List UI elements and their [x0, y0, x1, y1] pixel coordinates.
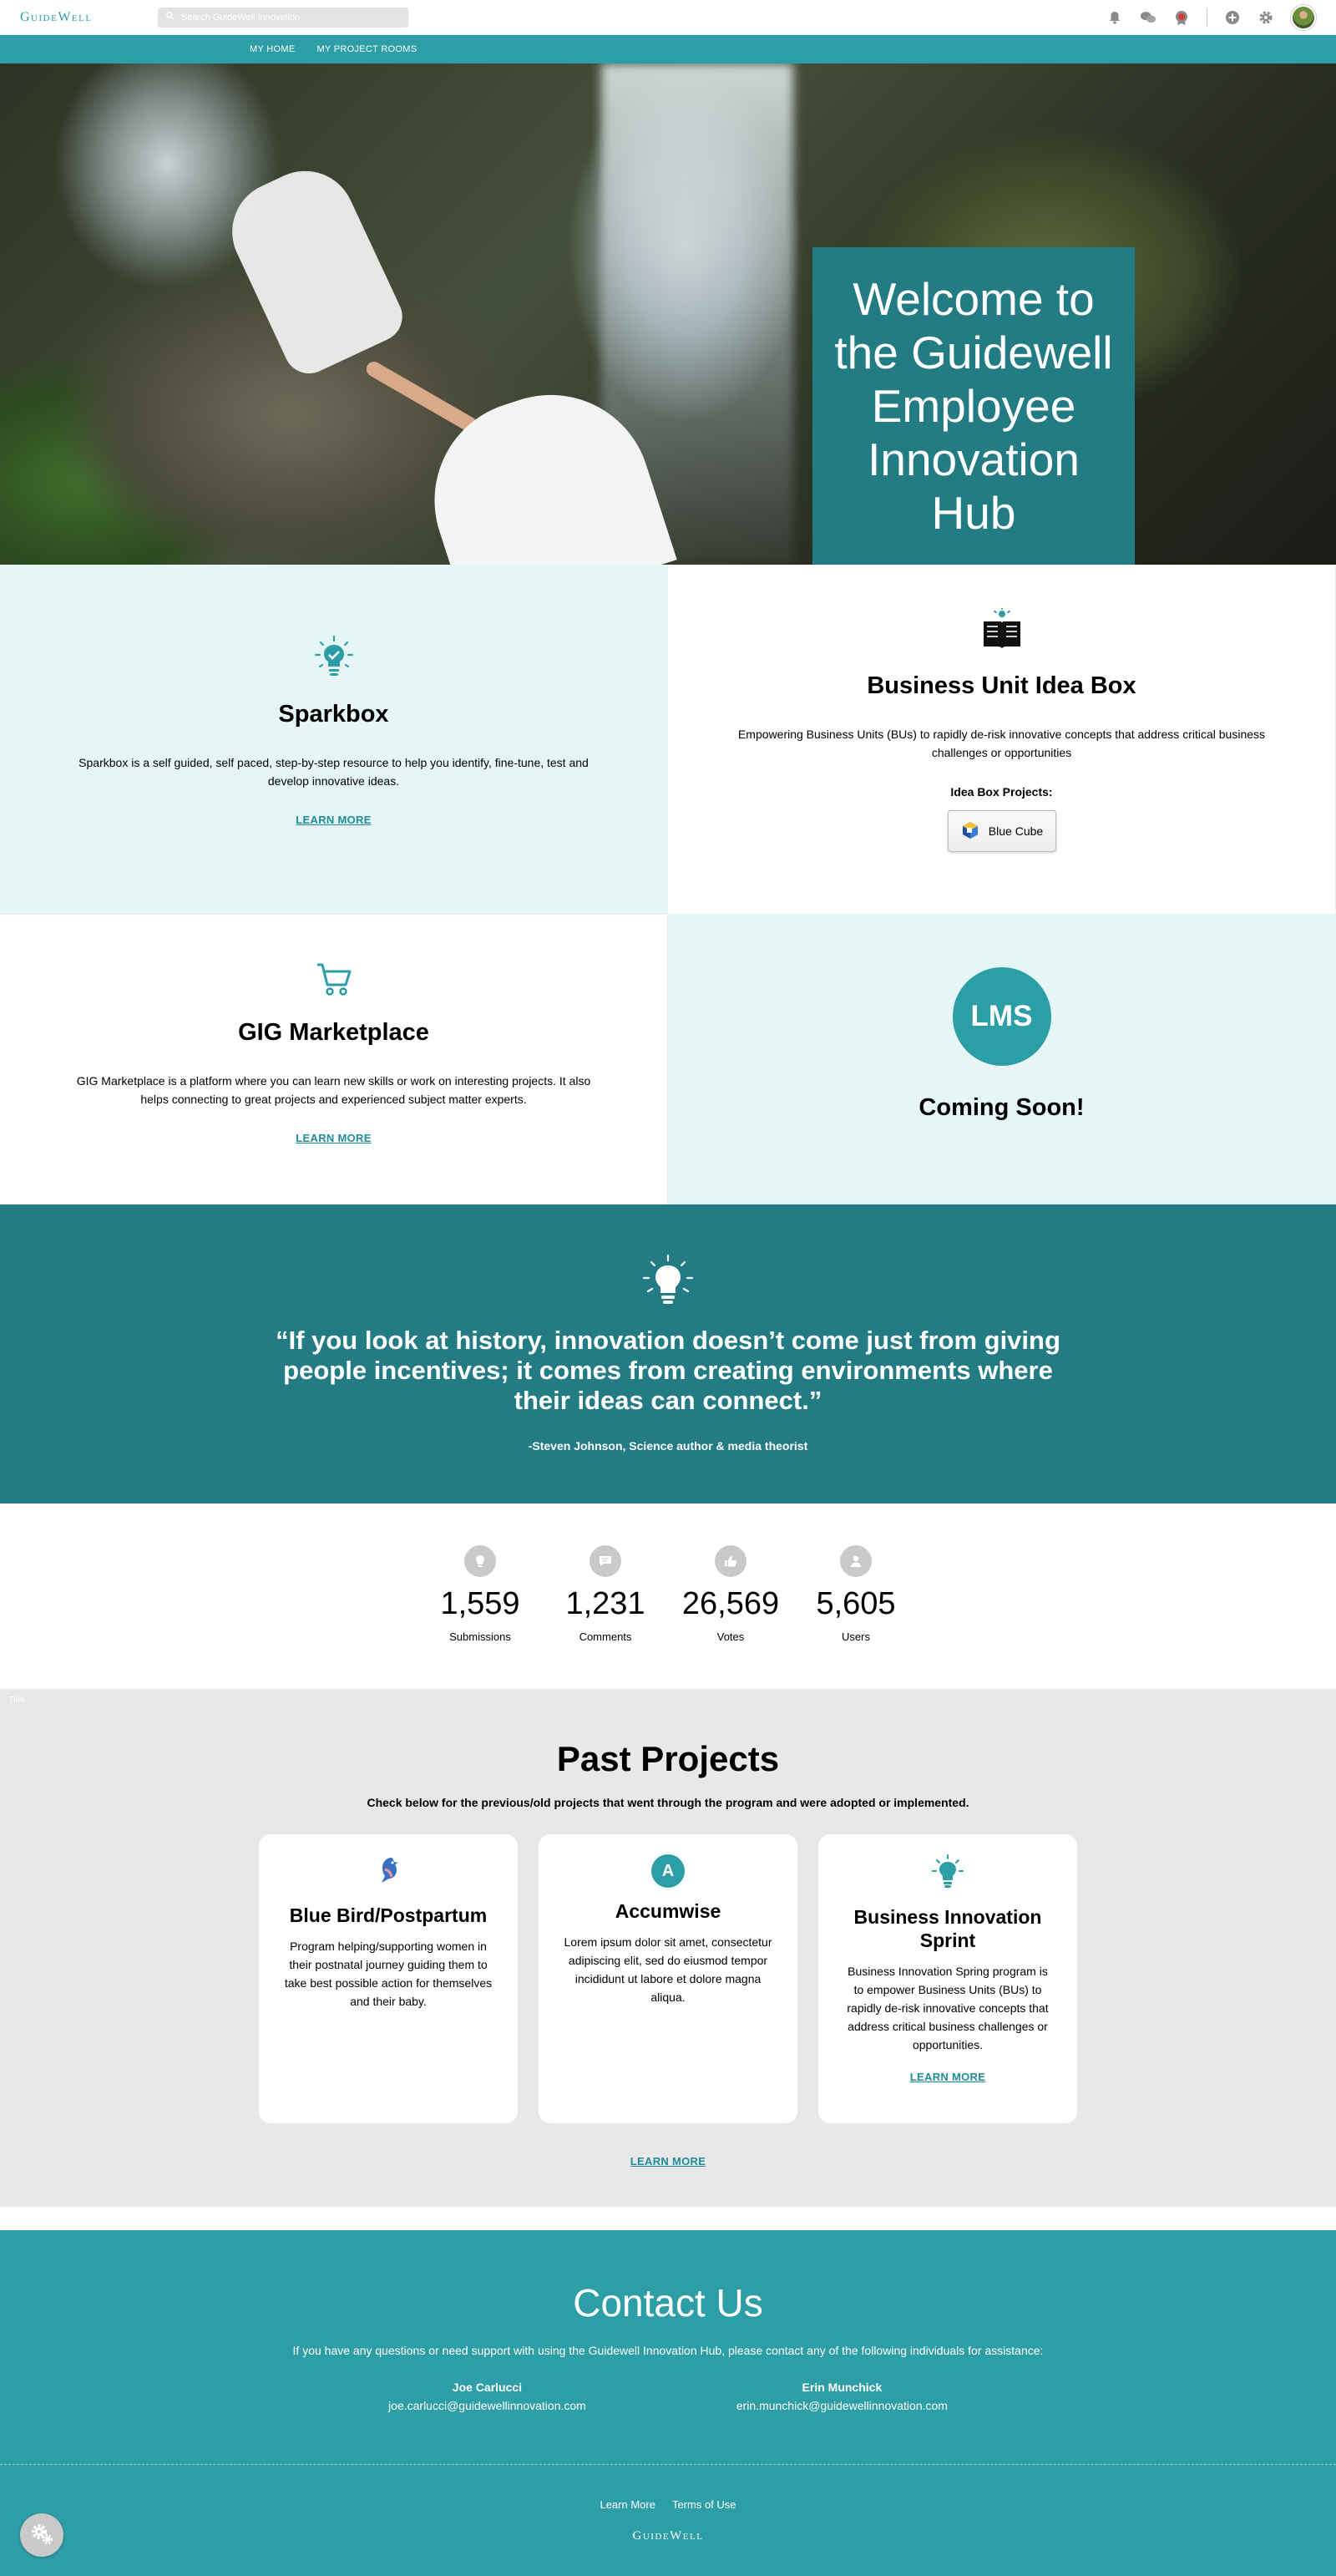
blue-cube-button[interactable] [948, 810, 1056, 852]
section-spacer [0, 2207, 1336, 2230]
contact-email[interactable]: joe.carlucci@guidewellinnovation.com [388, 2399, 586, 2412]
stat-comments [543, 1545, 668, 1689]
gig-text: GIG Marketplace is a platform where you can learn new skills or work on interesting projects. It also helps connecting to great projects and experienced subject matter experts. [76, 1074, 591, 1106]
feature-tiles [0, 565, 1336, 1204]
blue-cube-label: Blue Cube [988, 824, 1044, 838]
sparkbox-tile [0, 565, 668, 914]
idea-box-projects-label: Idea Box Projects: [950, 785, 1053, 799]
gears-icon [29, 2521, 54, 2550]
contact-person [736, 2381, 948, 2412]
idea-box-text: Empowering Business Units (BUs) to rapidly de-risk innovative concepts that address critical business challenges or opportunities [737, 728, 1266, 759]
footer-logo: GuideWell [632, 2529, 704, 2543]
lms-tile [668, 914, 1336, 1204]
stat-votes [668, 1545, 793, 1689]
hero-card [812, 247, 1135, 565]
stat-value: 1,559 [440, 1586, 520, 1621]
contact-person [388, 2381, 586, 2412]
hero-banner [0, 63, 1336, 565]
project-card-business-innovation-sprint [818, 1834, 1077, 2123]
hero-helping-hand [364, 359, 480, 435]
stat-value: 26,569 [681, 1586, 780, 1621]
contact-people [388, 2381, 948, 2412]
lightbulb-icon [641, 1253, 695, 1311]
settings-fab[interactable] [20, 2513, 63, 2557]
avatar[interactable] [1291, 5, 1316, 30]
past-projects-learn-more-link[interactable]: LEARN MORE [630, 2155, 706, 2168]
footer [0, 2464, 1336, 2576]
project-card-accumwise [539, 1834, 797, 2123]
contact-section [0, 2230, 1336, 2464]
footer-links [600, 2498, 736, 2511]
lightbulb-icon [931, 1854, 964, 1894]
past-projects-title: Past Projects [556, 1739, 780, 1778]
search-placeholder: Search GuideWell Innovation [181, 12, 301, 23]
project-cards [259, 1834, 1077, 2123]
stats-section [0, 1504, 1336, 1689]
blue-cube-icon [960, 820, 980, 843]
lms-badge: LMS [953, 967, 1051, 1066]
stat-label: Comments [579, 1630, 632, 1643]
footer-learn-more-link[interactable]: Learn More [600, 2498, 655, 2511]
quote-text: “If you look at history, innovation doesn’t come just from giving people incentives; it comes from creating environments where their ideas can connect.” [276, 1326, 1060, 1415]
accumwise-logo: A [651, 1854, 685, 1888]
stat-submissions [418, 1545, 543, 1689]
lms-coming-soon: Coming Soon! [918, 1094, 1085, 1121]
contact-intro: If you have any questions or need support with using the Guidewell Innovation Hub, please contact any of the following individuals for assistance: [292, 2344, 1044, 2357]
idea-box-tile [668, 565, 1336, 914]
book-idea-icon [980, 608, 1024, 656]
project-text: Business Innovation Spring program is to empower Business Units (BUs) to rapidly de-risk innovative concepts that address critical business challenges or opportunities. [847, 1965, 1049, 2051]
corner-label: This [8, 1696, 24, 1705]
stat-users [793, 1545, 918, 1689]
nav-my-project-rooms[interactable]: MY PROJECT ROOMS [316, 44, 418, 54]
project-title: Business Innovation Sprint [853, 1906, 1042, 1951]
plus-icon[interactable] [1224, 9, 1241, 26]
project-text: Program helping/supporting women in their postnatal journey guiding them to take best possible action for themselves and their baby. [284, 1940, 493, 2008]
past-projects-section [0, 1689, 1336, 2207]
sparkbox-text: Sparkbox is a self guided, self paced, step-by-step resource to help you identify, fine-tune, test and develop innovative ideas. [78, 756, 589, 788]
gear-icon[interactable] [1258, 9, 1274, 26]
project-card-blue-bird [259, 1834, 518, 2123]
gig-title: GIG Marketplace [238, 1019, 429, 1046]
badge-icon[interactable] [1173, 9, 1190, 26]
sparkbox-learn-more-link[interactable]: LEARN MORE [296, 814, 372, 826]
bell-icon[interactable] [1106, 9, 1123, 26]
hero-person-top [215, 155, 410, 382]
thumbs-up-icon [715, 1545, 746, 1577]
blue-bird-icon [373, 1854, 403, 1892]
user-icon [840, 1545, 872, 1577]
stat-label: Votes [716, 1630, 745, 1643]
project-title: Blue Bird/Postpartum [289, 1904, 488, 1926]
quote-section [0, 1204, 1336, 1504]
guidewell-logo[interactable]: GuideWell [20, 9, 93, 24]
chat-icon[interactable] [1140, 9, 1156, 26]
top-icons [1106, 5, 1316, 30]
main-nav [0, 35, 1336, 63]
search-input[interactable] [158, 8, 408, 28]
contact-email[interactable]: erin.munchick@guidewellinnovation.com [736, 2399, 948, 2412]
lightbulb-icon [464, 1545, 496, 1577]
quote-author: -Steven Johnson, Science author & media theorist [528, 1439, 808, 1453]
top-bar [0, 0, 1336, 35]
sparkbox-title: Sparkbox [278, 701, 389, 728]
contact-title: Contact Us [573, 2281, 763, 2325]
project-title: Accumwise [615, 1900, 721, 1922]
hero-title: Welcome to the Guidewell Employee Innovation Hub [834, 273, 1113, 539]
footer-terms-link[interactable]: Terms of Use [671, 2498, 736, 2511]
past-projects-subtitle: Check below for the previous/old projects that went through the program and were adopted or implemented. [367, 1796, 969, 1809]
idea-box-title: Business Unit Idea Box [867, 672, 1136, 699]
comment-icon [590, 1545, 621, 1577]
lightbulb-check-icon [314, 635, 354, 684]
stat-value: 5,605 [816, 1586, 896, 1621]
nav-my-home[interactable]: MY HOME [250, 44, 296, 54]
project-text: Lorem ipsum dolor sit amet, consectetur adipiscing elit, sed do eiusmod tempor incididunt ut labore et dolore magna aliqua. [564, 1935, 772, 2004]
stat-label: Users [842, 1630, 870, 1643]
contact-name: Erin Munchick [802, 2381, 883, 2394]
shopping-cart-icon [315, 960, 353, 1002]
search-icon [166, 12, 175, 23]
stat-value: 1,231 [565, 1586, 645, 1621]
gig-learn-more-link[interactable]: LEARN MORE [296, 1132, 372, 1144]
contact-name: Joe Carlucci [452, 2381, 523, 2394]
sprint-learn-more-link[interactable]: LEARN MORE [909, 2071, 986, 2083]
gig-marketplace-tile [0, 914, 668, 1204]
stat-label: Submissions [449, 1630, 511, 1643]
